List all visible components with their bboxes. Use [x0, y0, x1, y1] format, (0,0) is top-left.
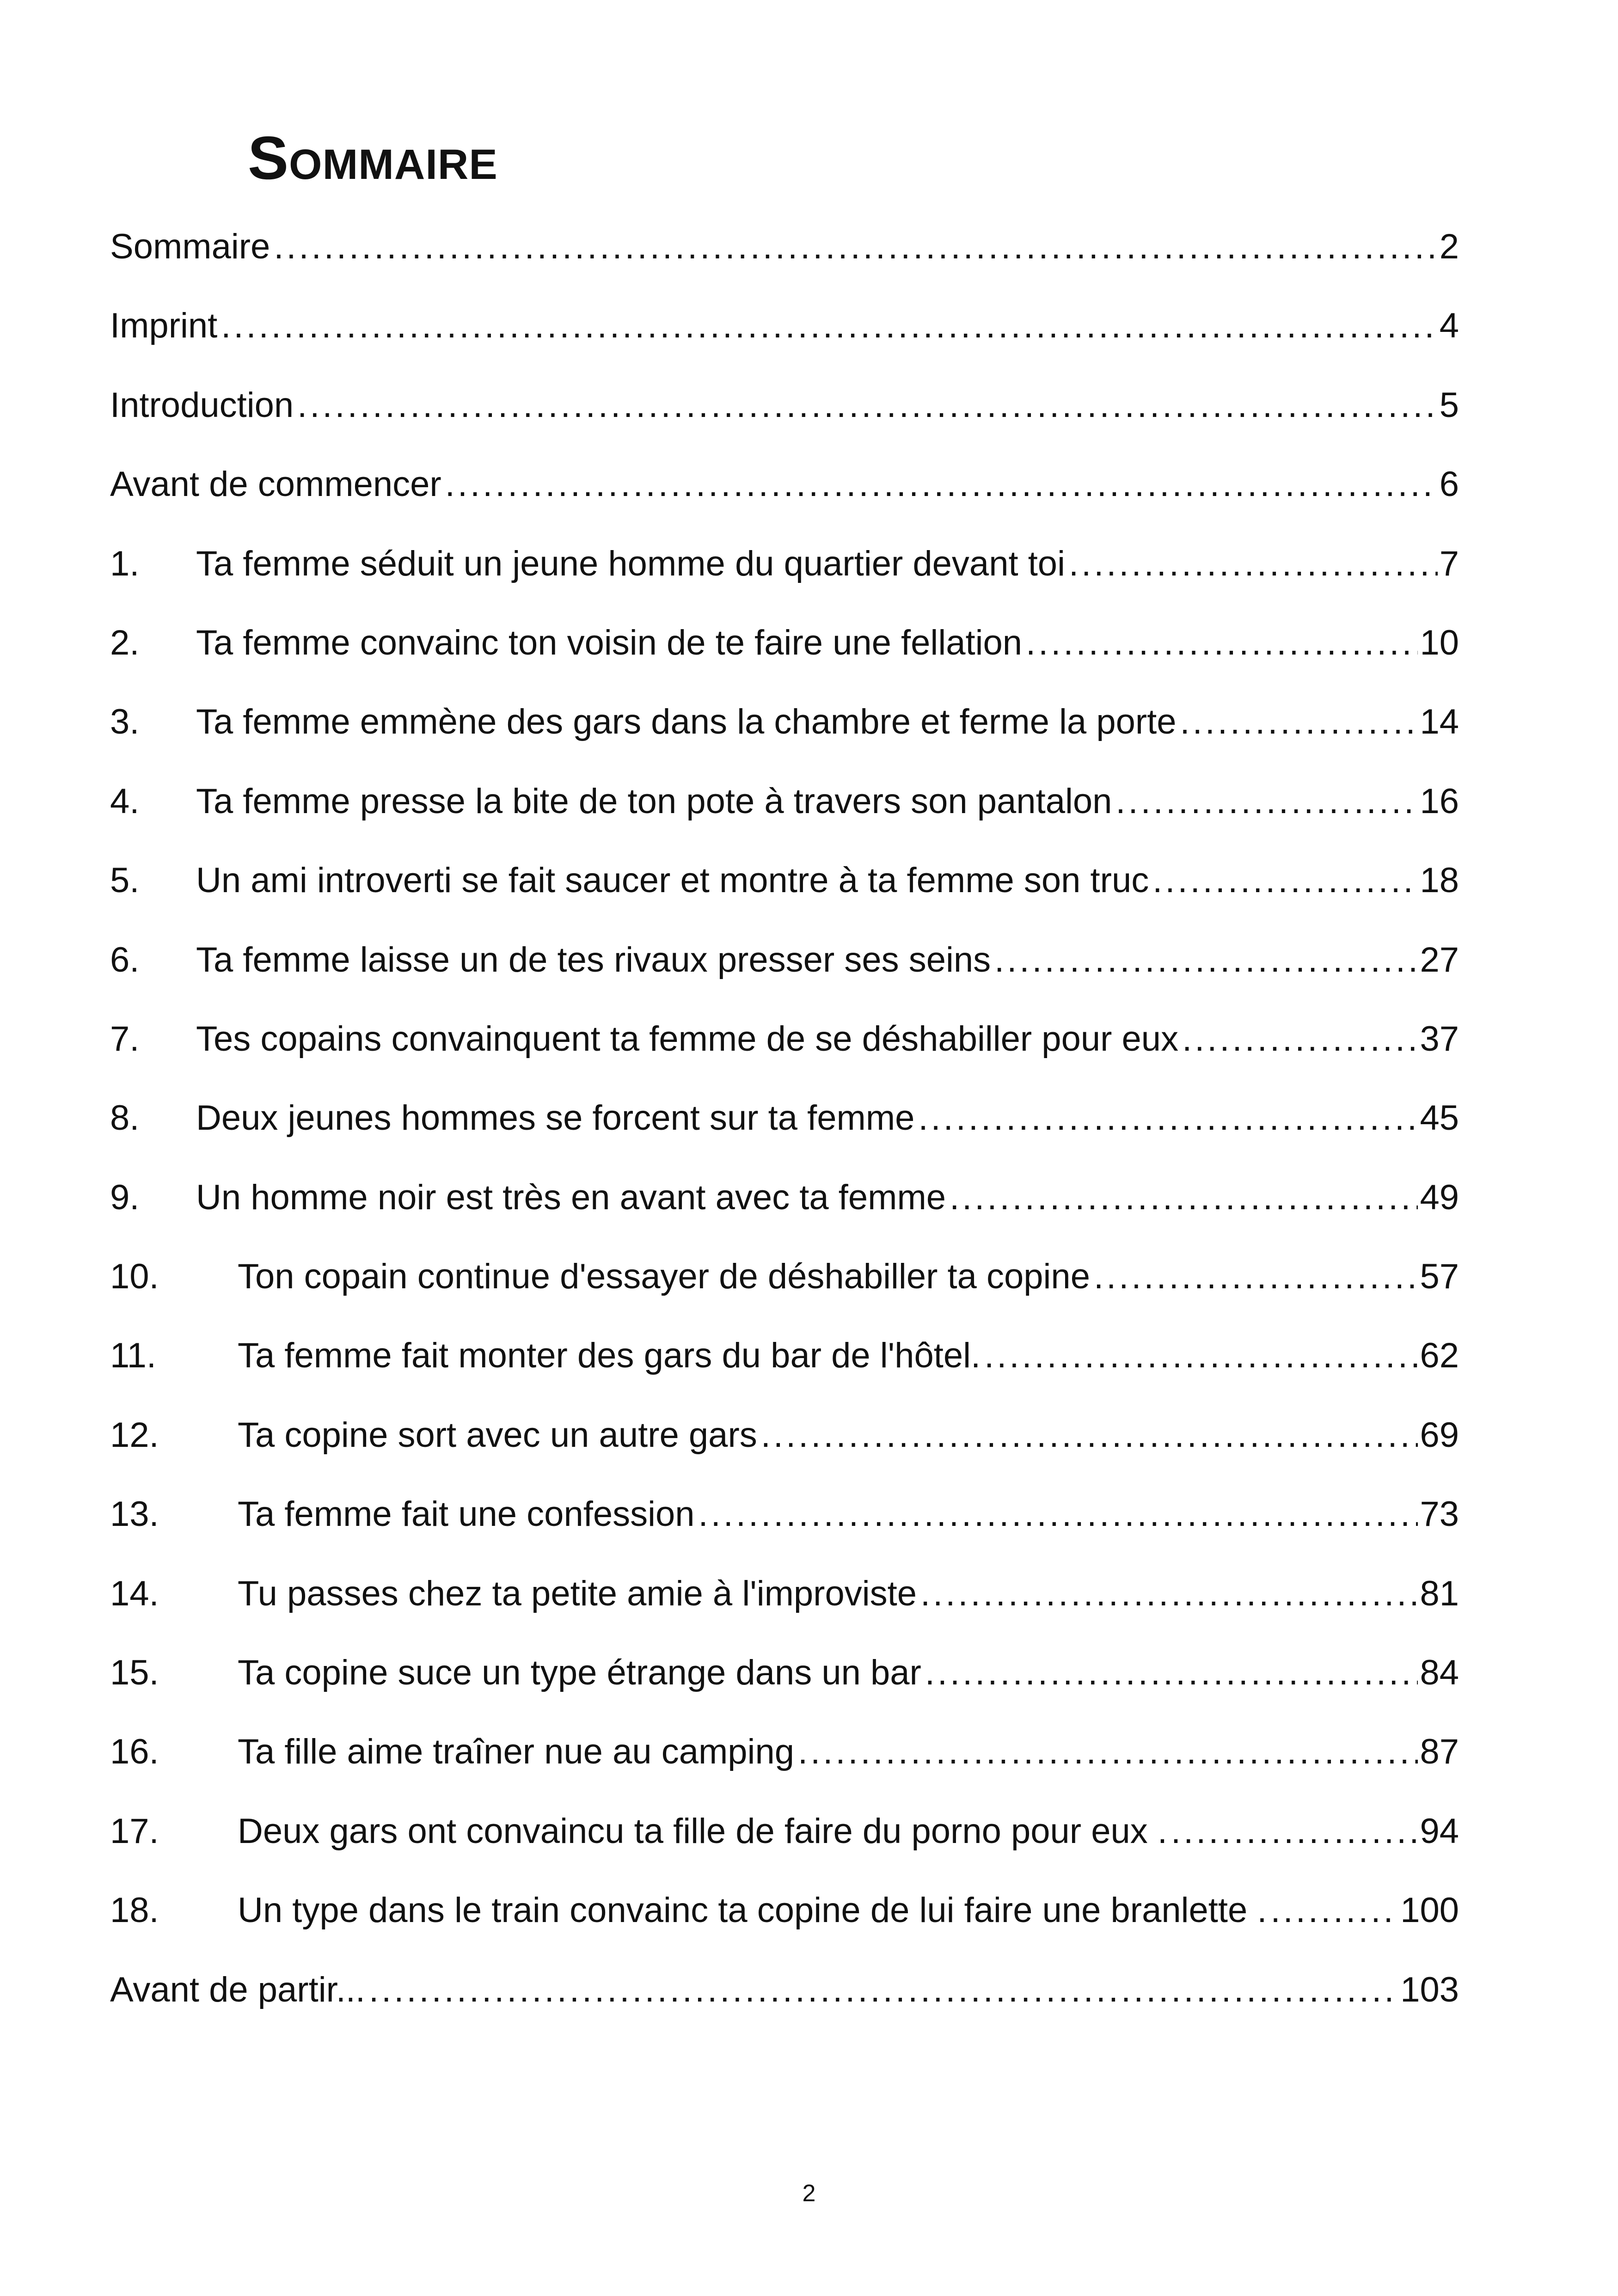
toc-dot-leader	[1069, 524, 1438, 603]
toc-entry-page: 69	[1420, 1415, 1459, 1455]
toc-dot-leader	[1026, 603, 1418, 682]
toc-entry-title: Ton copain continue d'essayer de déshabiller ta copine	[238, 1257, 1090, 1297]
toc-entry-title: Avant de partir...	[110, 1970, 366, 2009]
toc-entry[interactable]	[110, 999, 1459, 1078]
toc-dot-leader	[994, 920, 1418, 999]
toc-entry-number: 4.	[110, 781, 140, 821]
toc-dot-leader	[920, 1554, 1418, 1633]
toc-dot-leader	[1180, 682, 1418, 761]
toc-entry-page: 94	[1420, 1811, 1459, 1851]
toc-dot-leader	[1171, 1792, 1418, 1871]
toc-entry[interactable]	[110, 366, 1459, 445]
toc-dot-leader	[984, 1316, 1418, 1395]
toc-entry-title: Sommaire	[110, 227, 270, 266]
toc-dot-leader	[221, 286, 1437, 365]
toc-entry-title: Introduction	[110, 385, 294, 425]
toc-entry-number: 18.	[110, 1891, 159, 1930]
toc-dot-leader	[925, 1633, 1418, 1712]
toc-dot-leader	[950, 1158, 1418, 1237]
table-of-contents	[110, 207, 1459, 2029]
toc-dot-leader	[1115, 762, 1418, 841]
toc-entry-page: 87	[1420, 1732, 1459, 1772]
toc-entry-page: 4	[1439, 306, 1459, 346]
toc-dot-leader	[1271, 1871, 1399, 1950]
toc-entry-title: Ta femme laisse un de tes rivaux presser ses seins	[196, 940, 991, 980]
toc-entry-page: 16	[1420, 781, 1459, 821]
toc-entry[interactable]	[110, 1475, 1459, 1554]
toc-dot-leader	[1182, 999, 1418, 1078]
toc-entry-title: Deux gars ont convaincu ta fille de faire du porno pour eux .	[238, 1811, 1167, 1851]
toc-entry[interactable]	[110, 1633, 1459, 1712]
toc-entry[interactable]	[110, 1316, 1459, 1395]
toc-entry-title: Ta femme fait une confession	[238, 1494, 695, 1534]
toc-entry-title: Tu passes chez ta petite amie à l'improviste	[238, 1574, 917, 1613]
toc-dot-leader	[274, 207, 1437, 286]
toc-entry[interactable]	[110, 1712, 1459, 1791]
toc-entry-title: Ta femme presse la bite de ton pote à travers son pantalon	[196, 781, 1112, 821]
toc-entry[interactable]	[110, 1950, 1459, 2029]
toc-dot-leader	[1094, 1237, 1418, 1316]
toc-dot-leader	[445, 445, 1438, 524]
toc-entry-page: 27	[1420, 940, 1459, 980]
toc-entry-number: 6.	[110, 940, 140, 980]
toc-entry-title: Ta femme emmène des gars dans la chambre et ferme la porte	[196, 702, 1177, 742]
toc-entry[interactable]	[110, 1554, 1459, 1633]
toc-entry-number: 12.	[110, 1415, 159, 1455]
toc-entry-page: 10	[1420, 623, 1459, 662]
toc-entry-page: 73	[1420, 1494, 1459, 1534]
toc-entry-number: 16.	[110, 1732, 159, 1772]
toc-entry-number: 17.	[110, 1811, 159, 1851]
toc-dot-leader	[761, 1396, 1418, 1475]
toc-entry-title: Ta femme séduit un jeune homme du quartier devant toi	[196, 544, 1065, 583]
toc-entry[interactable]	[110, 1078, 1459, 1157]
toc-entry[interactable]	[110, 1396, 1459, 1475]
toc-entry-number: 2.	[110, 623, 140, 662]
toc-entry-number: 1.	[110, 544, 140, 583]
toc-entry[interactable]	[110, 1158, 1459, 1237]
toc-entry-number: 13.	[110, 1494, 159, 1534]
toc-dot-leader	[918, 1078, 1418, 1157]
toc-entry-number: 9.	[110, 1177, 140, 1217]
toc-entry-title: Un type dans le train convainc ta copine de lui faire une branlette .	[238, 1891, 1267, 1930]
toc-entry-number: 7.	[110, 1019, 140, 1059]
toc-entry-title: Ta fille aime traîner nue au camping	[238, 1732, 794, 1772]
toc-entry-title: Deux jeunes hommes se forcent sur ta femme	[196, 1098, 915, 1138]
toc-entry[interactable]	[110, 1237, 1459, 1316]
toc-dot-leader	[798, 1712, 1418, 1791]
toc-entry-page: 81	[1420, 1574, 1459, 1613]
toc-entry[interactable]	[110, 762, 1459, 841]
toc-entry-page: 49	[1420, 1177, 1459, 1217]
toc-entry[interactable]	[110, 682, 1459, 761]
toc-dot-leader	[297, 366, 1438, 445]
toc-entry-page: 57	[1420, 1257, 1459, 1297]
toc-entry-page: 62	[1420, 1336, 1459, 1376]
toc-entry-page: 100	[1400, 1891, 1459, 1930]
toc-entry-title: Ta femme convainc ton voisin de te faire une fellation	[196, 623, 1023, 662]
toc-entry[interactable]	[110, 445, 1459, 524]
toc-entry-number: 11.	[110, 1336, 157, 1376]
toc-entry-title: Un ami introverti se fait saucer et montre à ta femme son truc	[196, 861, 1149, 900]
toc-entry-title: Imprint	[110, 306, 218, 346]
toc-entry-page: 37	[1420, 1019, 1459, 1059]
toc-entry[interactable]	[110, 286, 1459, 365]
toc-entry[interactable]	[110, 1871, 1459, 1950]
toc-entry[interactable]	[110, 524, 1459, 603]
toc-entry-title: Ta copine suce un type étrange dans un bar	[238, 1653, 921, 1693]
toc-entry-number: 15.	[110, 1653, 159, 1693]
toc-entry-page: 45	[1420, 1098, 1459, 1138]
toc-entry-number: 3.	[110, 702, 140, 742]
toc-entry-page: 6	[1439, 465, 1459, 504]
toc-entry-page: 2	[1439, 227, 1459, 266]
toc-entry-title: Ta copine sort avec un autre gars	[238, 1415, 757, 1455]
toc-entry-page: 5	[1439, 385, 1459, 425]
toc-entry[interactable]	[110, 841, 1459, 920]
toc-entry[interactable]	[110, 920, 1459, 999]
toc-entry-page: 7	[1439, 544, 1459, 583]
toc-dot-leader	[369, 1950, 1398, 2029]
toc-entry-page: 18	[1420, 861, 1459, 900]
toc-entry-number: 14.	[110, 1574, 159, 1613]
toc-dot-leader	[699, 1475, 1418, 1554]
page-title: Sommaire	[248, 124, 498, 192]
toc-entry-title: Tes copains convainquent ta femme de se déshabiller pour eux	[196, 1019, 1179, 1059]
toc-entry-number: 10.	[110, 1257, 159, 1297]
toc-dot-leader	[1152, 841, 1418, 920]
toc-entry[interactable]	[110, 207, 1459, 286]
toc-entry-page: 84	[1420, 1653, 1459, 1693]
toc-entry-page: 103	[1400, 1970, 1459, 2009]
toc-entry-title: Avant de commencer	[110, 465, 441, 504]
toc-entry-number: 8.	[110, 1098, 140, 1138]
page-number: 2	[802, 2180, 816, 2207]
toc-entry-number: 5.	[110, 861, 140, 900]
toc-entry-page: 14	[1420, 702, 1459, 742]
toc-entry-title: Ta femme fait monter des gars du bar de l'hôtel.	[238, 1336, 981, 1376]
toc-entry[interactable]	[110, 603, 1459, 682]
toc-entry[interactable]	[110, 1792, 1459, 1871]
toc-entry-title: Un homme noir est très en avant avec ta femme	[196, 1177, 946, 1217]
